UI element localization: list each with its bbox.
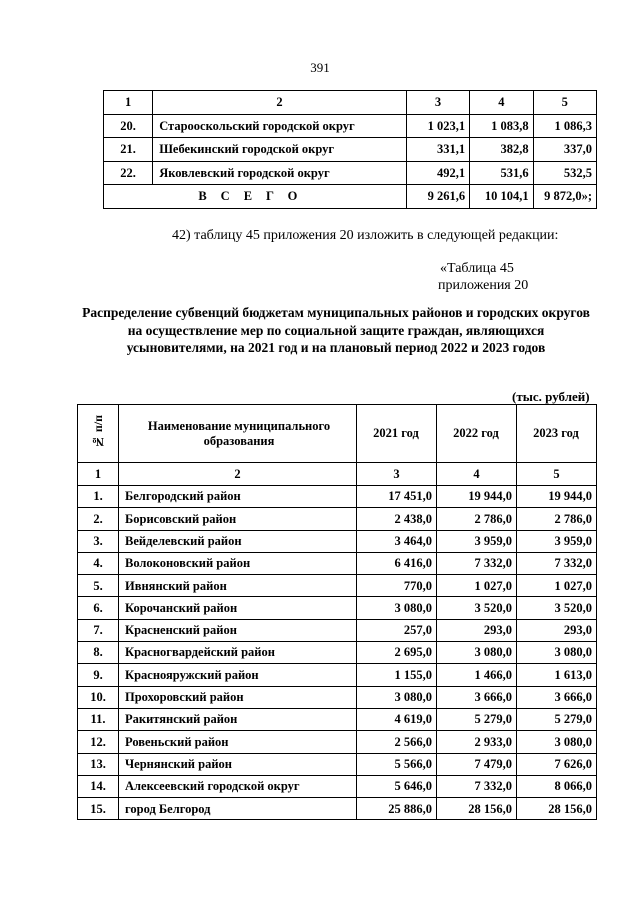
table-row bbox=[78, 597, 597, 619]
table-row bbox=[78, 642, 597, 664]
table-row bbox=[78, 619, 597, 641]
value-2023: 1 613,0 bbox=[517, 664, 597, 686]
row-number: 14. bbox=[78, 775, 119, 797]
value-2022: 3 080,0 bbox=[437, 642, 517, 664]
numbering-cell: 4 bbox=[437, 463, 517, 486]
value-2021: 1 023,1 bbox=[406, 114, 469, 138]
value-2021: 4 619,0 bbox=[357, 708, 437, 730]
value-2023: 7 332,0 bbox=[517, 552, 597, 574]
value-2021: 2 566,0 bbox=[357, 731, 437, 753]
value-2023: 8 066,0 bbox=[517, 775, 597, 797]
table-row bbox=[78, 486, 597, 508]
row-name: Красненский район bbox=[119, 619, 357, 641]
value-2022: 7 479,0 bbox=[437, 753, 517, 775]
row-number: 10. bbox=[78, 686, 119, 708]
row-number: 13. bbox=[78, 753, 119, 775]
table-row bbox=[78, 508, 597, 530]
row-name: Краснояружский район bbox=[119, 664, 357, 686]
value-2021: 770,0 bbox=[357, 575, 437, 597]
value-2023: 2 786,0 bbox=[517, 508, 597, 530]
continuation-table bbox=[103, 90, 597, 209]
row-number: 6. bbox=[78, 597, 119, 619]
row-name: Прохоровский район bbox=[119, 686, 357, 708]
row-name: Ровеньский район bbox=[119, 731, 357, 753]
header-2021: 2021 год bbox=[357, 405, 437, 463]
value-2022: 1 083,8 bbox=[470, 114, 533, 138]
table-row bbox=[78, 731, 597, 753]
value-2023: 1 086,3 bbox=[533, 114, 596, 138]
row-name: город Белгород bbox=[119, 798, 357, 820]
row-name: Белгородский район bbox=[119, 486, 357, 508]
row-number: 5. bbox=[78, 575, 119, 597]
total-label: ВСЕГО bbox=[104, 185, 407, 209]
header-cell: 5 bbox=[533, 91, 596, 115]
value-2023: 532,5 bbox=[533, 161, 596, 185]
row-name: Вейделевский район bbox=[119, 530, 357, 552]
value-2023: 7 626,0 bbox=[517, 753, 597, 775]
table-row bbox=[78, 798, 597, 820]
value-2022: 2 786,0 bbox=[437, 508, 517, 530]
value-2022: 3 959,0 bbox=[437, 530, 517, 552]
amendment-paragraph: 42) таблицу 45 приложения 20 изложить в следующей редакции: bbox=[172, 228, 559, 243]
row-name: Яковлевский городской округ bbox=[153, 161, 407, 185]
row-number: 3. bbox=[78, 530, 119, 552]
value-2021: 2 438,0 bbox=[357, 508, 437, 530]
value-2023: 28 156,0 bbox=[517, 798, 597, 820]
row-number: 22. bbox=[104, 161, 153, 185]
value-2023: 5 279,0 bbox=[517, 708, 597, 730]
total-2023: 9 872,0»; bbox=[533, 185, 596, 209]
header-num-cell bbox=[78, 405, 119, 463]
table-reference-line2: приложения 20 bbox=[438, 278, 529, 293]
row-number: 8. bbox=[78, 642, 119, 664]
value-2022: 5 279,0 bbox=[437, 708, 517, 730]
table-row bbox=[78, 686, 597, 708]
value-2023: 3 959,0 bbox=[517, 530, 597, 552]
value-2022: 2 933,0 bbox=[437, 731, 517, 753]
row-name: Борисовский район bbox=[119, 508, 357, 530]
value-2022: 382,8 bbox=[470, 138, 533, 162]
table-row bbox=[78, 530, 597, 552]
value-2022: 3 666,0 bbox=[437, 686, 517, 708]
header-cell: 2 bbox=[153, 91, 407, 115]
value-2023: 3 080,0 bbox=[517, 642, 597, 664]
row-number: 2. bbox=[78, 508, 119, 530]
value-2021: 6 416,0 bbox=[357, 552, 437, 574]
row-name: Волоконовский район bbox=[119, 552, 357, 574]
value-2022: 28 156,0 bbox=[437, 798, 517, 820]
table-row bbox=[104, 138, 597, 162]
row-number: 15. bbox=[78, 798, 119, 820]
numbering-cell: 3 bbox=[357, 463, 437, 486]
value-2022: 531,6 bbox=[470, 161, 533, 185]
table-header-row bbox=[104, 91, 597, 115]
header-2023: 2023 год bbox=[517, 405, 597, 463]
row-name: Корочанский район bbox=[119, 597, 357, 619]
value-2021: 5 646,0 bbox=[357, 775, 437, 797]
row-name: Алексеевский городской округ bbox=[119, 775, 357, 797]
value-2021: 3 464,0 bbox=[357, 530, 437, 552]
value-2022: 7 332,0 bbox=[437, 552, 517, 574]
value-2023: 1 027,0 bbox=[517, 575, 597, 597]
unit-label: (тыс. рублей) bbox=[512, 389, 590, 404]
row-number: 1. bbox=[78, 486, 119, 508]
total-2022: 10 104,1 bbox=[470, 185, 533, 209]
numbering-cell: 2 bbox=[119, 463, 357, 486]
row-number: 9. bbox=[78, 664, 119, 686]
row-name: Ракитянский район bbox=[119, 708, 357, 730]
value-2021: 2 695,0 bbox=[357, 642, 437, 664]
row-number: 11. bbox=[78, 708, 119, 730]
value-2023: 3 080,0 bbox=[517, 731, 597, 753]
value-2021: 5 566,0 bbox=[357, 753, 437, 775]
table-reference-line1: «Таблица 45 bbox=[440, 261, 514, 276]
value-2021: 492,1 bbox=[406, 161, 469, 185]
row-name: Шебекинский городской округ bbox=[153, 138, 407, 162]
numbering-cell: 1 bbox=[78, 463, 119, 486]
value-2021: 17 451,0 bbox=[357, 486, 437, 508]
row-number: 21. bbox=[104, 138, 153, 162]
header-num: № п/п bbox=[91, 415, 105, 450]
total-row bbox=[104, 185, 597, 209]
table-header-row bbox=[78, 405, 597, 463]
table-row bbox=[78, 664, 597, 686]
table-body bbox=[78, 486, 597, 820]
value-2022: 1 466,0 bbox=[437, 664, 517, 686]
header-cell: 1 bbox=[104, 91, 153, 115]
header-name: Наименование муниципального образования bbox=[119, 405, 357, 463]
value-2022: 7 332,0 bbox=[437, 775, 517, 797]
value-2023: 293,0 bbox=[517, 619, 597, 641]
row-name: Старооскольский городской округ bbox=[153, 114, 407, 138]
row-name: Чернянский район bbox=[119, 753, 357, 775]
value-2023: 3 666,0 bbox=[517, 686, 597, 708]
row-name: Ивнянский район bbox=[119, 575, 357, 597]
value-2022: 293,0 bbox=[437, 619, 517, 641]
row-number: 12. bbox=[78, 731, 119, 753]
table-row bbox=[104, 114, 597, 138]
value-2021: 1 155,0 bbox=[357, 664, 437, 686]
subvention-table bbox=[77, 404, 597, 820]
value-2022: 19 944,0 bbox=[437, 486, 517, 508]
table-row bbox=[78, 775, 597, 797]
table-title: Распределение субвенций бюджетам муниципальных районов и городских округов на осуществление мер по социальной защите граждан, являющихся усыновителями, на 2021 год и на плановый период 2022 и 2023 годов bbox=[82, 305, 590, 355]
header-2022: 2022 год bbox=[437, 405, 517, 463]
value-2023: 337,0 bbox=[533, 138, 596, 162]
row-number: 7. bbox=[78, 619, 119, 641]
row-number: 4. bbox=[78, 552, 119, 574]
value-2023: 19 944,0 bbox=[517, 486, 597, 508]
table-row bbox=[104, 161, 597, 185]
value-2021: 257,0 bbox=[357, 619, 437, 641]
table-row bbox=[78, 753, 597, 775]
table-row bbox=[78, 575, 597, 597]
header-cell: 3 bbox=[406, 91, 469, 115]
table-row bbox=[78, 708, 597, 730]
table-row bbox=[78, 552, 597, 574]
value-2021: 3 080,0 bbox=[357, 686, 437, 708]
value-2021: 3 080,0 bbox=[357, 597, 437, 619]
numbering-row bbox=[78, 463, 597, 486]
value-2022: 1 027,0 bbox=[437, 575, 517, 597]
value-2023: 3 520,0 bbox=[517, 597, 597, 619]
row-number: 20. bbox=[104, 114, 153, 138]
numbering-cell: 5 bbox=[517, 463, 597, 486]
value-2021: 25 886,0 bbox=[357, 798, 437, 820]
total-2021: 9 261,6 bbox=[406, 185, 469, 209]
header-cell: 4 bbox=[470, 91, 533, 115]
value-2021: 331,1 bbox=[406, 138, 469, 162]
row-name: Красногвардейский район bbox=[119, 642, 357, 664]
value-2022: 3 520,0 bbox=[437, 597, 517, 619]
page-number: 391 bbox=[310, 60, 330, 75]
